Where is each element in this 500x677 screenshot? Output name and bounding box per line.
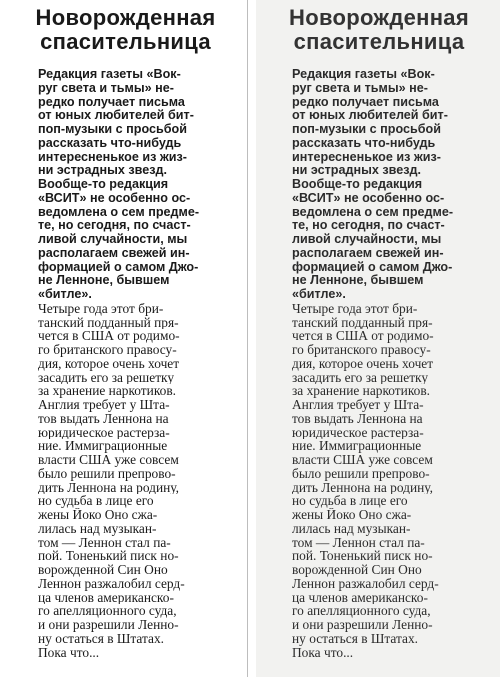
text-line: юридическое растерза-: [38, 425, 170, 440]
text-line: ворожденной Син Оно: [292, 563, 422, 577]
text-line: Англия требует у Шта-: [292, 398, 424, 412]
text-line: за хранение наркотиков.: [292, 384, 431, 398]
text-line: жены Йоко Оно сжа-: [292, 508, 412, 522]
text-line: поп-музыки с просьбой: [292, 123, 441, 136]
text-line: ние. Иммиграционные: [292, 439, 422, 453]
text-line: те, но сегодня, по счаст-: [292, 219, 445, 233]
text-line: засадить его за решетку: [292, 370, 429, 385]
text-line: рассказать что-нибудь: [38, 136, 182, 150]
article-title: [268, 6, 490, 54]
newspaper-clipping-left: [0, 0, 248, 677]
text-line: «битле».: [38, 288, 92, 301]
title-line: спасительница: [293, 29, 465, 54]
text-line: «ВСИТ» не особенно ос-: [292, 191, 445, 205]
text-line: от юных любителей бит-: [38, 109, 194, 123]
text-line: ни эстрадных звезд.: [38, 164, 167, 178]
text-line: не Ленноне, бывшем: [38, 274, 170, 288]
text-line: ливой случайности, мы: [38, 233, 188, 246]
text-line: пой. Тоненький писк но-: [292, 549, 433, 563]
text-line: редко получает письма: [38, 95, 185, 109]
text-line: юридическое растерза-: [292, 425, 424, 440]
text-line: ние. Иммиграционные: [38, 439, 168, 453]
text-line: располагаем свежей ин-: [38, 246, 190, 260]
text-line: руг света и тьмы» не-: [38, 81, 174, 95]
article-body: [268, 302, 490, 660]
text-line: формацией о самом Джо-: [292, 260, 453, 274]
newspaper-clipping-right: [256, 0, 500, 677]
article-title: [14, 6, 237, 54]
text-line: Пока что...: [38, 645, 100, 660]
text-line: было решили препрово-: [292, 466, 430, 481]
text-line: ца членов американско-: [292, 590, 428, 605]
text-line: дить Леннона на родину,: [292, 480, 434, 495]
text-line: дия, которое очень хочет: [38, 356, 180, 371]
text-line: го британского правосу-: [292, 343, 431, 357]
text-line: Англия требует у Шта-: [38, 398, 170, 412]
text-line: том — Леннон стал па-: [292, 535, 425, 550]
text-line: Редакция газеты «Вок-: [292, 68, 435, 81]
text-line: Четыре года этот бри-: [38, 301, 164, 316]
text-line: го апелляционного суда,: [38, 604, 177, 618]
text-line: лилась над музыкан-: [292, 521, 411, 536]
text-line: лилась над музыкан-: [38, 521, 157, 536]
text-line: танский подданный пря-: [292, 315, 433, 330]
text-line: чется в США от родимо-: [38, 329, 180, 343]
text-line: дия, которое очень хочет: [292, 356, 434, 371]
text-line: Четыре года этот бри-: [292, 301, 418, 316]
text-line: тов выдать Леннона на: [38, 411, 169, 426]
text-line: Редакция газеты «Вок-: [38, 68, 181, 81]
article-lead: [14, 68, 237, 302]
text-line: ца членов американско-: [38, 590, 174, 605]
text-line: ливой случайности, мы: [292, 233, 442, 246]
text-line: Леннон разжалобил серд-: [292, 576, 439, 591]
text-line: ворожденной Син Оно: [38, 563, 168, 577]
divider: [248, 0, 256, 677]
text-line: формацией о самом Джо-: [38, 260, 199, 274]
text-line: власти США уже совсем: [292, 453, 433, 467]
text-line: власти США уже совсем: [38, 453, 179, 467]
article-lead: [268, 68, 490, 302]
text-line: Леннон разжалобил серд-: [38, 576, 185, 591]
text-line: ведомлена о сем предме-: [292, 205, 454, 219]
text-line: но судьба в лице его: [292, 494, 408, 508]
title-line: Новорожденная: [35, 5, 216, 30]
text-line: Вообще-то редакция: [292, 178, 423, 191]
text-line: располагаем свежей ин-: [292, 246, 444, 260]
text-line: засадить его за решетку: [38, 370, 175, 385]
text-line: тов выдать Леннона на: [292, 411, 423, 426]
text-line: жены Йоко Оно сжа-: [38, 508, 158, 522]
text-line: и они разрешили Ленно-: [38, 618, 179, 632]
text-line: те, но сегодня, по счаст-: [38, 219, 191, 233]
text-line: «битле».: [292, 288, 346, 301]
text-line: от юных любителей бит-: [292, 109, 448, 123]
text-line: «ВСИТ» не особенно ос-: [38, 191, 191, 205]
text-line: было решили препрово-: [38, 466, 176, 481]
text-line: поп-музыки с просьбой: [38, 123, 187, 136]
title-line: Новорожденная: [289, 5, 469, 30]
text-line: но судьба в лице его: [38, 494, 154, 508]
text-line: рассказать что-нибудь: [292, 136, 436, 150]
text-line: интересненькое из жиз-: [38, 150, 187, 164]
text-line: интересненькое из жиз-: [292, 150, 441, 164]
article-body: [14, 302, 237, 660]
text-line: го апелляционного суда,: [292, 604, 431, 618]
text-line: ну остаться в Штатах.: [38, 631, 164, 646]
text-line: том — Леннон стал па-: [38, 535, 171, 550]
text-line: за хранение наркотиков.: [38, 384, 177, 398]
text-line: ведомлена о сем предме-: [38, 205, 200, 219]
text-line: дить Леннона на родину,: [38, 480, 180, 495]
text-line: го британского правосу-: [38, 343, 177, 357]
text-line: ну остаться в Штатах.: [292, 631, 418, 646]
text-line: танский подданный пря-: [38, 315, 179, 330]
text-line: ни эстрадных звезд.: [292, 164, 421, 178]
title-line: спасительница: [40, 29, 211, 54]
text-line: Вообще-то редакция: [38, 178, 169, 191]
text-line: и они разрешили Ленно-: [292, 618, 433, 632]
text-line: Пока что...: [292, 645, 354, 660]
text-line: руг света и тьмы» не-: [292, 81, 428, 95]
text-line: пой. Тоненький писк но-: [38, 549, 179, 563]
text-line: не Ленноне, бывшем: [292, 274, 424, 288]
text-line: чется в США от родимо-: [292, 329, 434, 343]
text-line: редко получает письма: [292, 95, 439, 109]
